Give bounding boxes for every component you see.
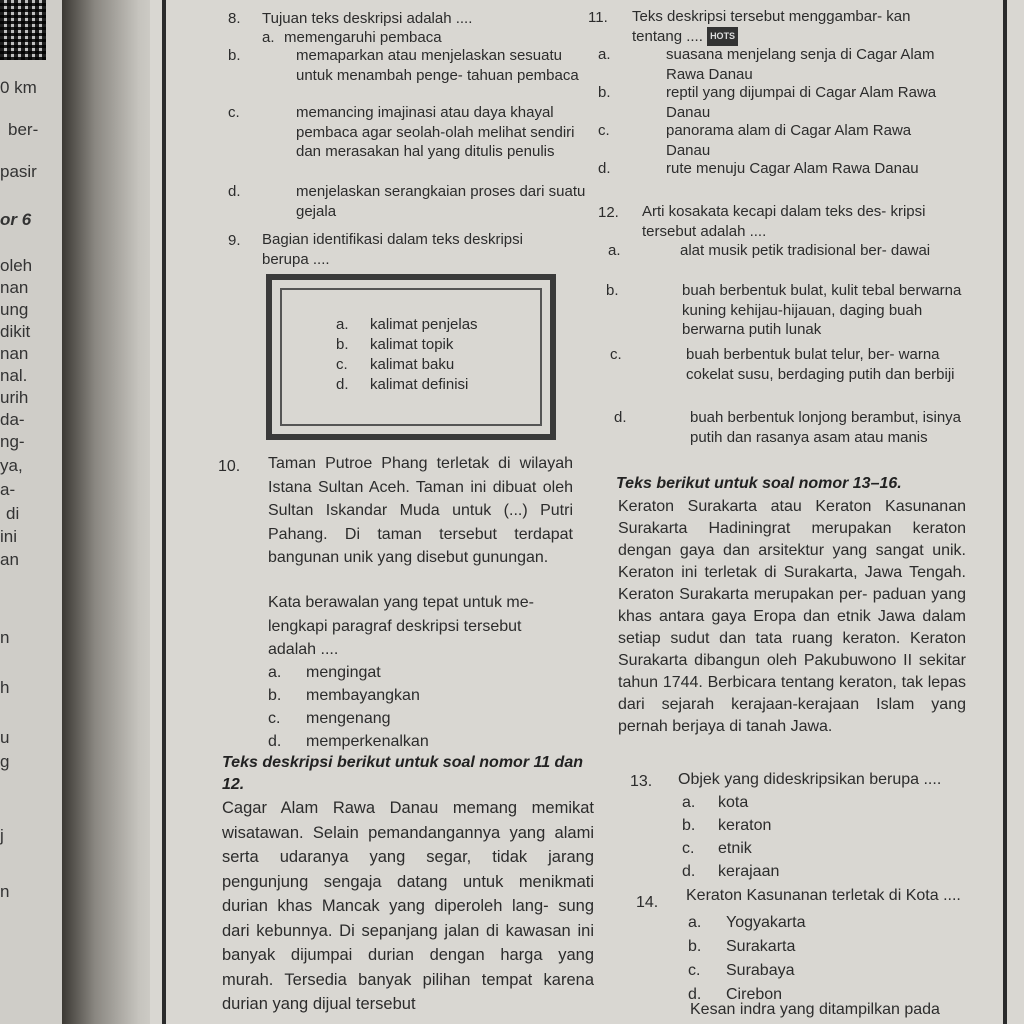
- left-fragment: di: [6, 504, 20, 523]
- left-fragment: ya,: [0, 456, 23, 475]
- option-item: d. rute menuju Cagar Alam Rawa Danau: [598, 160, 919, 177]
- passage-body: Cagar Alam Rawa Danau memang memikat wisatawan. Selain pemandangannya yang alami serta udaranya yang segar, tidak jarang pengunjung sengaja datang untuk menikmati durian khas Mancak yang diperoleh lang- sung dari kebunnya. Di sepanjang jalan di kawasan ini banyak dijumpai durian dengan harga yang murah. Tersedia banyak pilihan tempat karena durian yang dijual tersebut: [222, 799, 594, 1013]
- page-frame-left: [162, 0, 166, 1024]
- option-item: d. buah berbentuk lonjong berambut, isinya putih dan rasanya asam atau manis: [614, 409, 962, 446]
- option-item: a. mengingat: [268, 664, 381, 681]
- option-item: d. memperkenalkan: [268, 733, 429, 750]
- option-item: a. Yogyakarta: [688, 914, 806, 931]
- option-item: d. kalimat definisi: [336, 376, 469, 393]
- option-item: d. Cirebon: [688, 986, 783, 1003]
- hots-badge: HOTS: [707, 27, 738, 47]
- left-fragment: an: [0, 550, 19, 569]
- left-fragment: ber-: [8, 120, 39, 139]
- question-number: 14.: [636, 894, 659, 911]
- left-fragment: nal.: [0, 366, 28, 385]
- left-fragment: oleh: [0, 256, 33, 275]
- option-item: a. suasana menjelang senja di Cagar Alam Rawa Danau: [598, 46, 935, 83]
- option-item: b. membayangkan: [268, 687, 420, 704]
- left-fragment: da-: [0, 410, 25, 429]
- question-stem-partial: Kesan indra yang ditampilkan pada: [690, 1001, 940, 1018]
- question-stem: Taman Putroe Phang terletak di wilayah Istana Sultan Aceh. Taman ini dibuat oleh Sultan Iskandar Muda untuk (...) Putri Pahang. Di taman tersebut terdapat bangunan unik yang disebut gunungan.: [268, 455, 573, 566]
- option-item: b. kalimat topik: [336, 336, 454, 353]
- option-item: b. memaparkan atau menjelaskan sesuatu untuk menambah penge- tahuan pembaca: [228, 47, 579, 84]
- question-stem: Tujuan teks deskripsi adalah ....: [262, 10, 473, 27]
- left-fragment: or 6: [0, 210, 32, 229]
- option-item: c. Surabaya: [688, 962, 795, 979]
- question-stem: Objek yang dideskripsikan berupa ....: [678, 771, 942, 788]
- passage-body: Keraton Surakarta atau Keraton Kasunanan Surakarta Hadiningrat merupakan keraton dengan gaya dan arsitektur yang sangat unik. Keraton ini terletak di Surakarta, Jawa Tengah. Keraton Surakarta merupakan per- paduan yang khas antara gaya Eropa dan etnik Jawa dalam setiap sudut dan tata ruang keraton. Keraton Surakarta dibangun oleh Pakubuwono II sekitar tahun 1744. Berbicara tentang keraton, tak lepas dari sejarah kerajaan-kerajaan Islam yang pernah berjaya di tanah Jawa.: [618, 498, 966, 735]
- option-item: a. alat musik petik tradisional ber- dawai: [608, 242, 931, 259]
- question-stem: Arti kosakata kecapi dalam teks des- kripsi tersebut adalah ....: [642, 203, 926, 240]
- left-fragment: n: [0, 882, 10, 901]
- option-item: b. Surakarta: [688, 938, 796, 955]
- option-item: c. kalimat baku: [336, 356, 455, 373]
- option-item: b. buah berbentuk bulat, kulit tebal berwarna kuning kehijau-hijauan, daging buah berwarna putih lunak: [606, 282, 962, 338]
- page-frame-right: [1003, 0, 1007, 1024]
- option-item: d. menjelaskan serangkaian proses dari suatu gejala: [228, 183, 586, 220]
- question-number: 8.: [228, 10, 241, 27]
- left-fragment: pasir: [0, 162, 37, 181]
- option-item: c. mengenang: [268, 710, 391, 727]
- left-fragment: urih: [0, 388, 29, 407]
- left-fragment: n: [0, 628, 10, 647]
- option-item: c. memancing imajinasi atau daya khayal pembaca agar seolah-olah melihat sendiri dan merasakan hal yang ditulis penulis: [228, 104, 575, 160]
- option-item: a. kalimat penjelas: [336, 316, 478, 333]
- question-number: 11.: [588, 9, 608, 26]
- option-item: c. buah berbentuk bulat telur, ber- warna cokelat susu, berdaging putih dan berbiji: [610, 346, 955, 383]
- left-fragment: dikit: [0, 322, 31, 341]
- option-item: b. keraton: [682, 817, 772, 834]
- option-item: a. memengaruhi pembaca: [262, 29, 442, 46]
- question-number: 12.: [598, 204, 619, 221]
- left-fragment: h: [0, 678, 10, 697]
- qr-code: [0, 0, 46, 60]
- question-stem: Keraton Kasunanan terletak di Kota ....: [686, 887, 961, 904]
- left-fragment: ung: [0, 300, 29, 319]
- left-page: [0, 0, 70, 1024]
- left-fragment: j: [0, 826, 4, 845]
- left-fragment: ini: [0, 527, 18, 546]
- option-item: d. kerajaan: [682, 863, 780, 880]
- left-fragment: 0 km: [0, 78, 37, 97]
- passage-heading: Teks deskripsi berikut untuk soal nomor 11 dan 12.: [222, 754, 583, 793]
- left-fragment: nan: [0, 278, 29, 297]
- question-stem-continued: Kata berawalan yang tepat untuk me- lengkapi paragraf deskripsi tersebut adalah ....: [268, 594, 534, 658]
- left-fragment: ng-: [0, 432, 25, 451]
- option-item: b. reptil yang dijumpai di Cagar Alam Rawa Danau: [598, 84, 937, 121]
- question-number: 10.: [218, 458, 241, 475]
- option-item: c. panorama alam di Cagar Alam Rawa Danau: [598, 122, 912, 159]
- option-item: c. etnik: [682, 840, 752, 857]
- left-fragment: g: [0, 752, 10, 771]
- question-number: 9.: [228, 232, 241, 249]
- left-fragment: nan: [0, 344, 29, 363]
- option-item: a. kota: [682, 794, 749, 811]
- passage-heading: Teks berikut untuk soal nomor 13–16.: [616, 475, 902, 492]
- left-fragment: a-: [0, 480, 16, 499]
- question-stem: Bagian identifikasi dalam teks deskripsi berupa ....: [262, 231, 523, 268]
- question-stem: Teks deskripsi tersebut menggambar- kan tentang .... HOTS: [632, 8, 911, 45]
- question-number: 13.: [630, 773, 653, 790]
- left-fragment: u: [0, 728, 10, 747]
